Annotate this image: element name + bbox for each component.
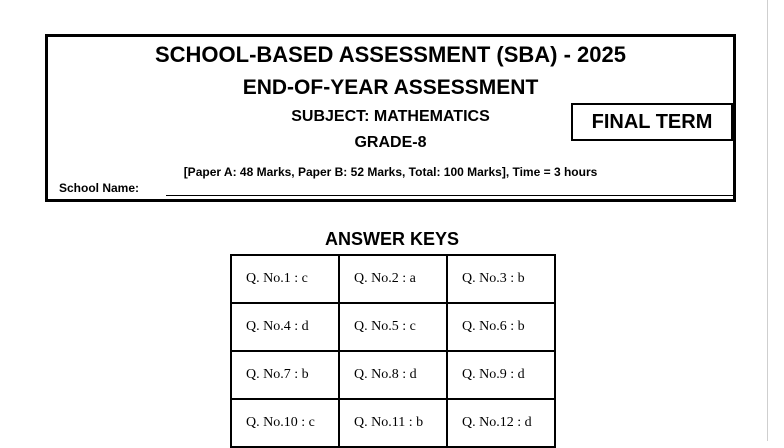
grade-label: GRADE-8 bbox=[354, 134, 427, 151]
answer-cell: Q. No.1 : c bbox=[231, 255, 339, 303]
answer-cell: Q. No.4 : d bbox=[231, 303, 339, 351]
table-row bbox=[231, 399, 555, 447]
answer-cell: Q. No.10 : c bbox=[231, 399, 339, 447]
assessment-title: END-OF-YEAR ASSESSMENT bbox=[242, 76, 539, 99]
table-row bbox=[231, 255, 555, 303]
answer-keys-title: ANSWER KEYS bbox=[324, 229, 459, 249]
table-row bbox=[231, 351, 555, 399]
answer-cell: Q. No.11 : b bbox=[339, 399, 447, 447]
answer-keys-table bbox=[230, 254, 556, 448]
answer-cell: Q. No.3 : b bbox=[447, 255, 555, 303]
answer-cell: Q. No.8 : d bbox=[339, 351, 447, 399]
page-edge bbox=[767, 0, 768, 441]
subject-label: SUBJECT: MATHEMATICS bbox=[291, 108, 490, 125]
exam-title: SCHOOL-BASED ASSESSMENT (SBA) - 2025 bbox=[154, 42, 627, 67]
school-name-line bbox=[166, 195, 733, 196]
table-row bbox=[231, 303, 555, 351]
header-box bbox=[45, 34, 736, 202]
answer-cell: Q. No.9 : d bbox=[447, 351, 555, 399]
answer-cell: Q. No.12 : d bbox=[447, 399, 555, 447]
answer-cell: Q. No.7 : b bbox=[231, 351, 339, 399]
answer-cell: Q. No.2 : a bbox=[339, 255, 447, 303]
answer-cell: Q. No.5 : c bbox=[339, 303, 447, 351]
school-name-label: School Name: bbox=[59, 181, 140, 195]
marks-info: [Paper A: 48 Marks, Paper B: 52 Marks, Total: 100 Marks], Time = 3 hours bbox=[183, 165, 598, 179]
final-term-badge: FINAL TERM bbox=[571, 103, 733, 141]
answer-cell: Q. No.6 : b bbox=[447, 303, 555, 351]
